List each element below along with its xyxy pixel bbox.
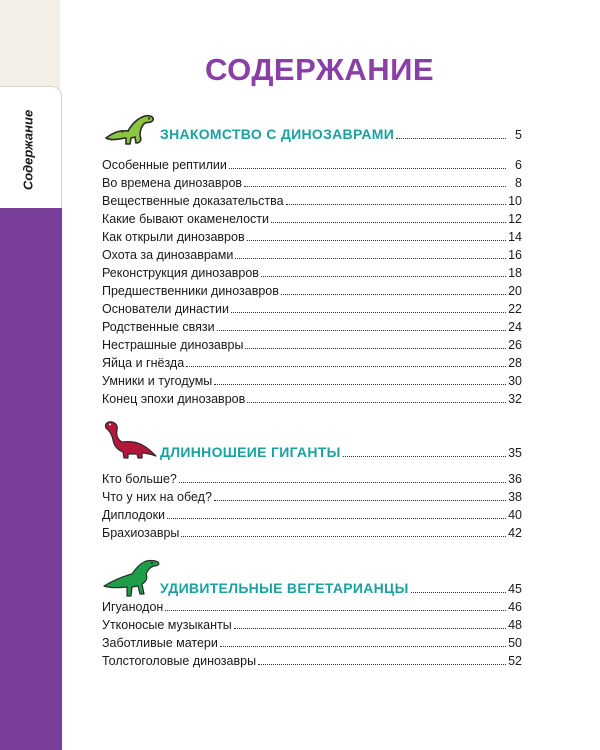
page-number: 10 xyxy=(508,194,522,208)
entry-label: Яйца и гнёзда xyxy=(102,356,185,370)
toc-entry[interactable] xyxy=(102,336,522,352)
entry-label: Во времена динозавров xyxy=(102,176,243,190)
entry-label: Брахиозавры xyxy=(102,526,180,540)
toc-entry[interactable] xyxy=(102,300,522,316)
entry-label: Нестрашные динозавры xyxy=(102,338,244,352)
section-title: ДЛИННОШЕИЕ ГИГАНТЫ xyxy=(160,444,341,460)
toc-entry[interactable] xyxy=(102,246,522,262)
page-number: 12 xyxy=(508,212,522,226)
page-number: 46 xyxy=(508,600,522,614)
dot-leader xyxy=(231,312,506,313)
page-number: 38 xyxy=(508,490,522,504)
page-number: 14 xyxy=(508,230,522,244)
dot-leader xyxy=(411,592,506,593)
page-number: 16 xyxy=(508,248,522,262)
entry-label: Какие бывают окаменелости xyxy=(102,212,269,226)
entry-label: Заботливые матери xyxy=(102,636,218,650)
entry-label: Утконосые музыканты xyxy=(102,618,232,632)
sidebar-tab-label: Содержание xyxy=(20,109,36,191)
toc-entry[interactable] xyxy=(102,524,522,540)
entry-label: Толстоголовые динозавры xyxy=(102,654,257,668)
dot-leader xyxy=(281,294,506,295)
dot-leader xyxy=(244,186,506,187)
dot-leader xyxy=(181,536,506,537)
dot-leader xyxy=(165,610,506,611)
toc-entry[interactable] xyxy=(102,210,522,226)
page-number: 52 xyxy=(508,654,522,668)
page-number: 8 xyxy=(515,176,522,190)
entry-label: Кто больше? xyxy=(102,472,177,486)
toc-entry[interactable] xyxy=(102,174,522,190)
entry-label: Конец эпохи динозавров xyxy=(102,392,246,406)
dot-leader xyxy=(286,204,506,205)
toc-entry[interactable] xyxy=(102,354,522,370)
entry-label: Реконструкция динозавров xyxy=(102,266,259,280)
dot-leader xyxy=(258,664,506,665)
dot-leader xyxy=(261,276,506,277)
page-number: 22 xyxy=(508,302,522,316)
page-number: 20 xyxy=(508,284,522,298)
dot-leader xyxy=(234,628,506,629)
dot-leader xyxy=(247,402,506,403)
section-title: ЗНАКОМСТВО С ДИНОЗАВРАМИ xyxy=(160,126,395,142)
toc-entry[interactable] xyxy=(102,192,522,208)
entry-label: Родственные связи xyxy=(102,320,215,334)
page-number: 6 xyxy=(515,158,522,172)
red-sauropod-icon xyxy=(102,420,158,460)
dot-leader xyxy=(235,258,506,259)
entry-label: Вещественные доказательства xyxy=(102,194,284,208)
entry-label: Диплодоки xyxy=(102,508,166,522)
toc-entry[interactable] xyxy=(102,616,522,632)
page-number: 48 xyxy=(508,618,522,632)
toc-entry[interactable] xyxy=(102,372,522,388)
dot-leader xyxy=(179,482,506,483)
entry-label: Предшественники динозавров xyxy=(102,284,279,298)
entry-label: Как открыли динозавров xyxy=(102,230,245,244)
page-number: 18 xyxy=(508,266,522,280)
toc-entry[interactable] xyxy=(102,264,522,280)
toc-entry[interactable] xyxy=(102,488,522,504)
dot-leader xyxy=(229,168,506,169)
section-heading xyxy=(102,124,522,144)
toc-entry[interactable] xyxy=(102,652,522,668)
section-heading xyxy=(102,578,522,598)
toc-entry[interactable] xyxy=(102,228,522,244)
green-hadrosaur-icon xyxy=(102,556,162,598)
page-number: 32 xyxy=(508,392,522,406)
dot-leader xyxy=(343,456,506,457)
entry-label: Особенные рептилии xyxy=(102,158,227,172)
dot-leader xyxy=(214,500,506,501)
green-dinosaur-icon xyxy=(102,114,158,146)
entry-label: Охота за динозаврами xyxy=(102,248,234,262)
entry-label: Основатели династии xyxy=(102,302,229,316)
page-number: 35 xyxy=(508,446,522,460)
toc-entry[interactable] xyxy=(102,470,522,486)
toc-entry[interactable] xyxy=(102,390,522,406)
dot-leader xyxy=(245,348,506,349)
page-number: 42 xyxy=(508,526,522,540)
entry-label: Что у них на обед? xyxy=(102,490,212,504)
toc-entry[interactable] xyxy=(102,156,522,172)
page-number: 45 xyxy=(508,582,522,596)
dot-leader xyxy=(217,330,506,331)
entry-label: Игуанодон xyxy=(102,600,164,614)
section-title: УДИВИТЕЛЬНЫЕ ВЕГЕТАРИАНЦЫ xyxy=(160,580,409,596)
page-number: 26 xyxy=(508,338,522,352)
toc-entry[interactable] xyxy=(102,634,522,650)
dot-leader xyxy=(167,518,506,519)
section-heading xyxy=(102,442,522,462)
entry-label: Умники и тугодумы xyxy=(102,374,213,388)
dot-leader xyxy=(214,384,506,385)
dot-leader xyxy=(186,366,506,367)
page-number: 36 xyxy=(508,472,522,486)
page-number: 24 xyxy=(508,320,522,334)
page-number: 50 xyxy=(508,636,522,650)
toc-entry[interactable] xyxy=(102,318,522,334)
toc-entry[interactable] xyxy=(102,506,522,522)
dot-leader xyxy=(396,138,506,139)
page-number: 28 xyxy=(508,356,522,370)
dot-leader xyxy=(271,222,506,223)
dot-leader xyxy=(247,240,506,241)
page-number: 40 xyxy=(508,508,522,522)
sidebar-purple-band xyxy=(0,208,62,750)
page-title: СОДЕРЖАНИЕ xyxy=(205,52,435,87)
toc-entry[interactable] xyxy=(102,282,522,298)
toc-entry[interactable] xyxy=(102,598,522,614)
page-number: 30 xyxy=(508,374,522,388)
dot-leader xyxy=(220,646,506,647)
page-number: 5 xyxy=(515,128,522,142)
